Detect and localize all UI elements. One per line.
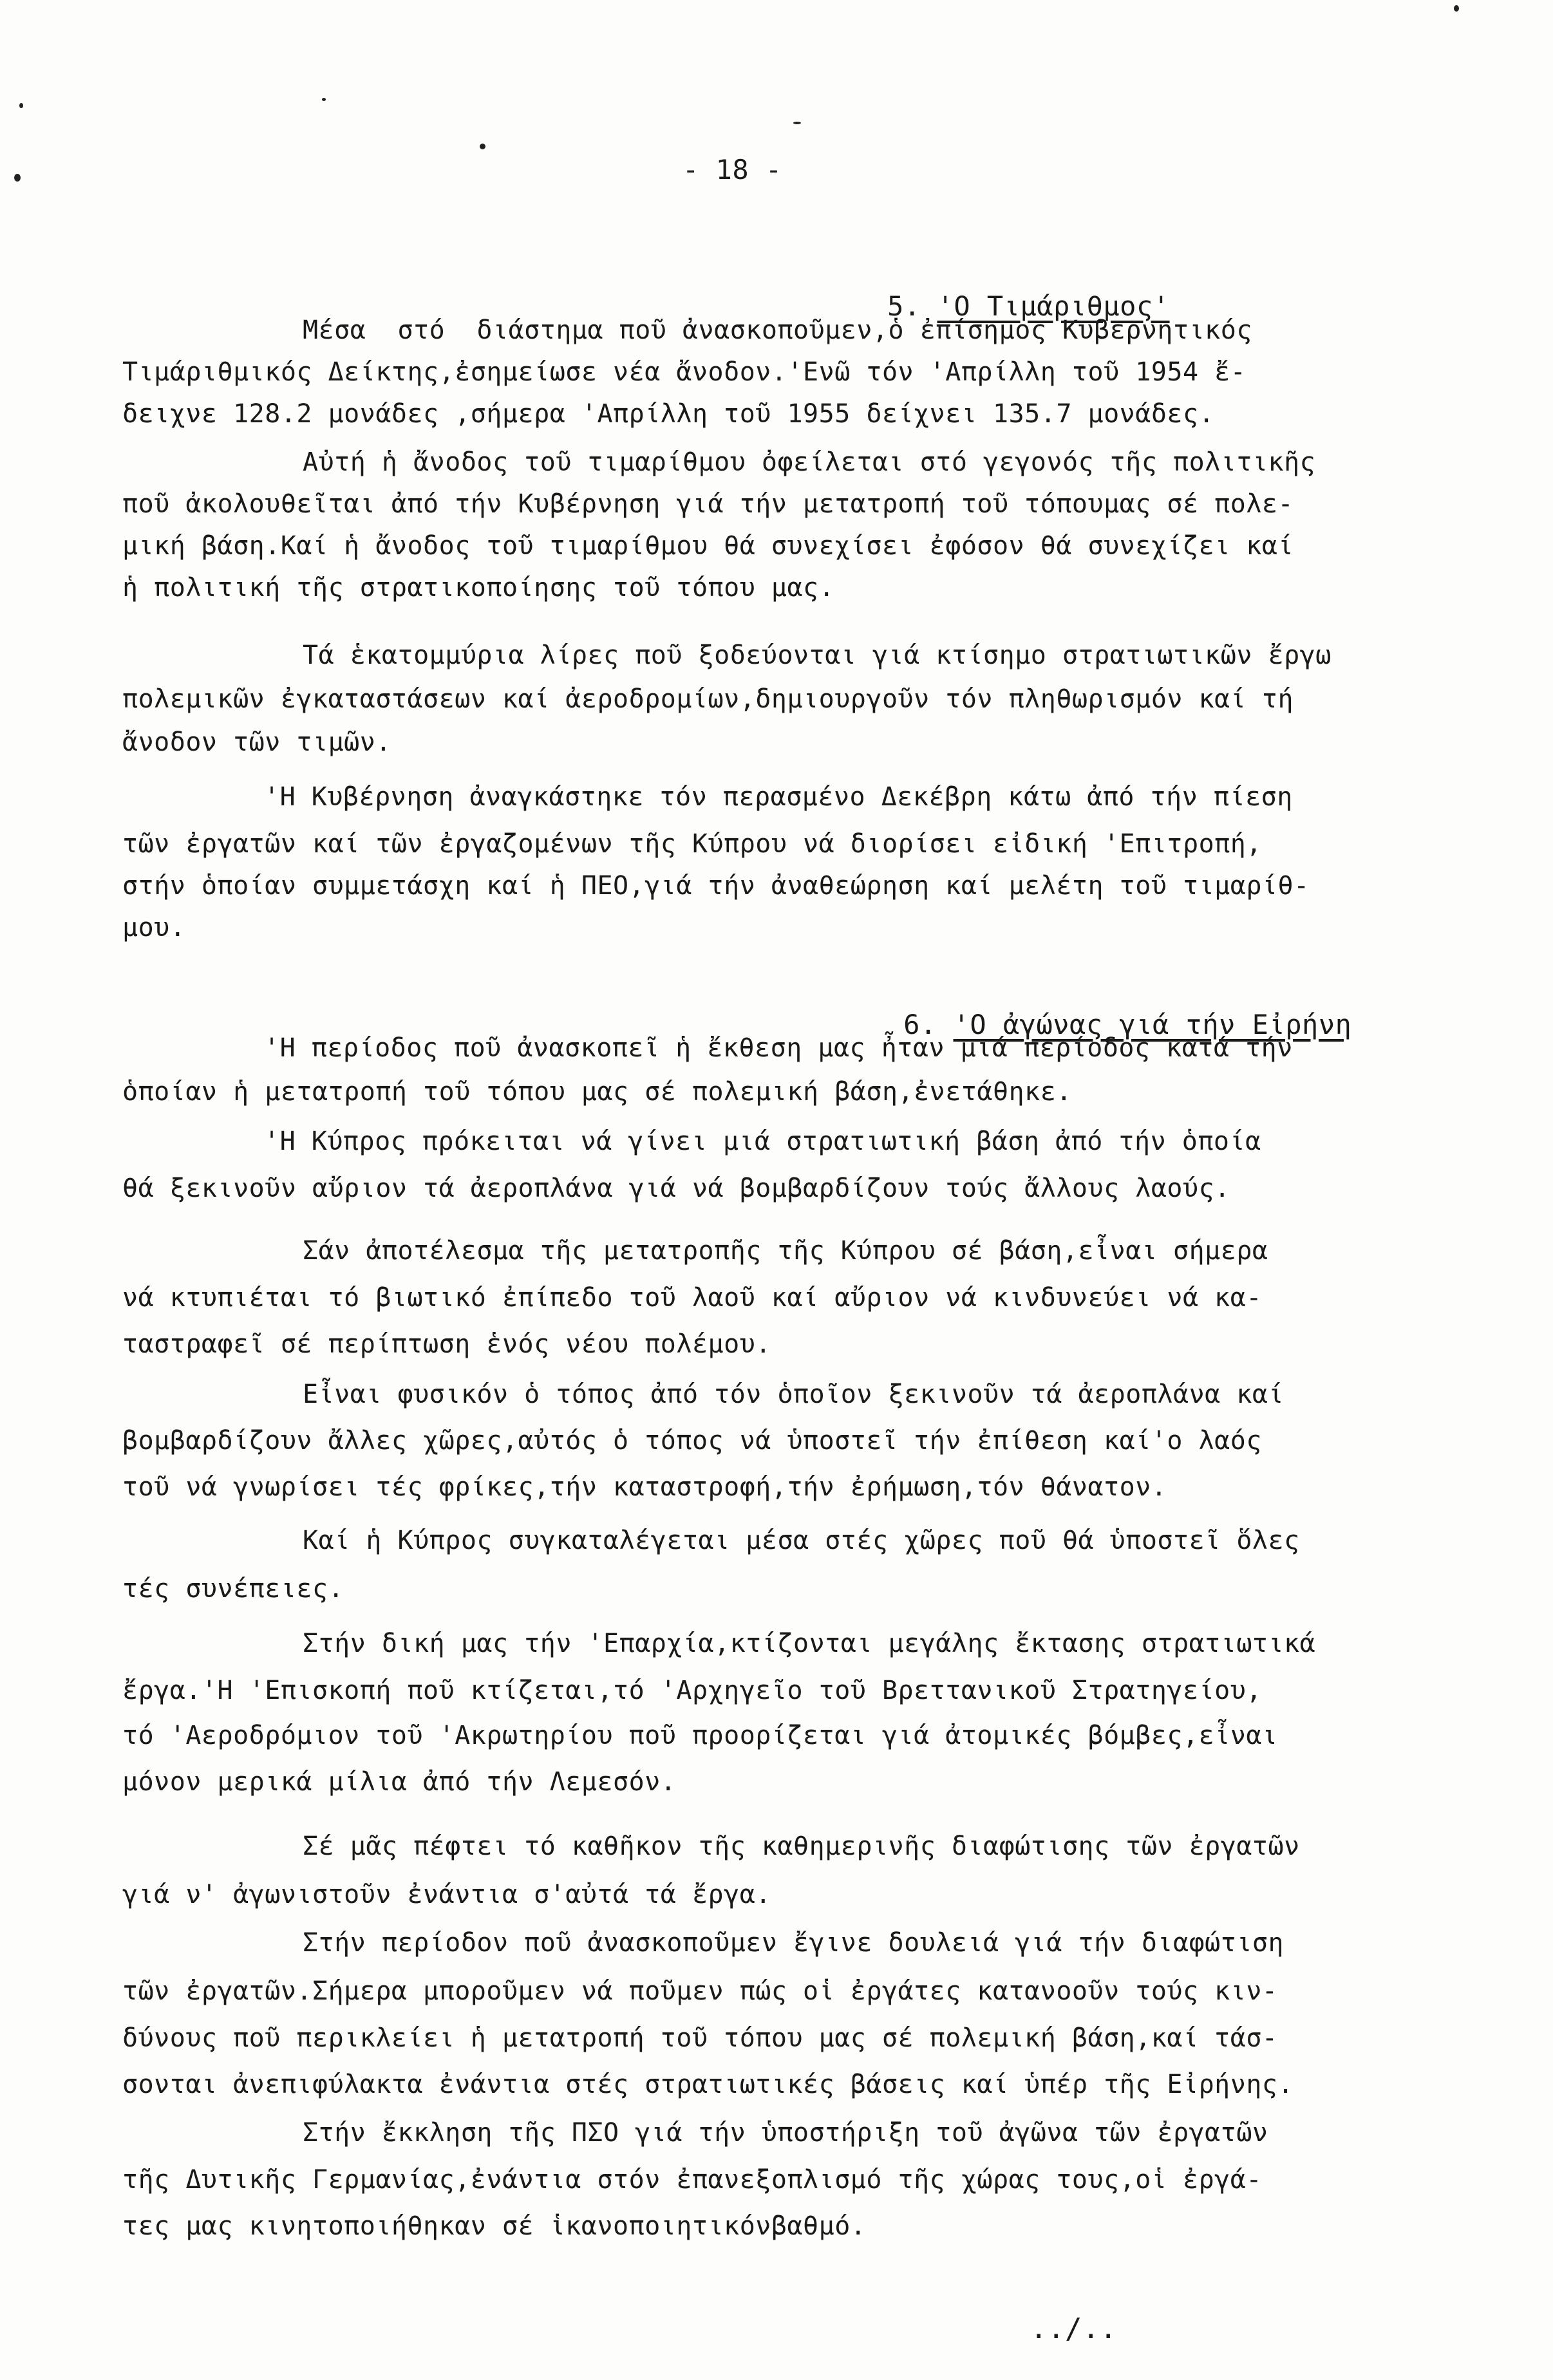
paragraph-line: δειχνε 128.2 μονάδες ,σήμερα 'Απρίλλη τοῦ 1955 δείχνει 135.7 μονάδες. — [122, 399, 1215, 429]
paragraph-line: νά κτυπιέται τό βιωτικό ἐπίπεδο τοῦ λαοῦ καί αὔριον νά κινδυνεύει νά κα- — [122, 1283, 1262, 1313]
scan-speck — [1454, 5, 1459, 12]
section-title: 'Ο Τιμάριθμος' — [937, 290, 1170, 322]
paragraph-line: Σάν ἀποτέλεσμα τῆς μετατροπῆς τῆς Κύπρου σέ βάση,εἶναι σήμερα — [303, 1236, 1268, 1266]
paragraph-line: Μέσα στό διάστημα ποῦ ἀνασκοποῦμεν,ὁ ἐπίσημος Κυβερνητικός — [303, 315, 1252, 345]
section-title: 'Ο ἀγώνας γιά τήν Εἰρήνη — [953, 1009, 1352, 1040]
scan-speck — [793, 122, 801, 124]
paragraph-line: σονται ἀνεπιφύλακτα ἐνάντια στές στρατιωτικές βάσεις καί ὑπέρ τῆς Εἰρήνης. — [122, 2070, 1294, 2099]
paragraph-line: Σέ μᾶς πέφτει τό καθῆκον τῆς καθημερινῆς διαφώτισης τῶν ἐργατῶν — [303, 1832, 1300, 1861]
paragraph-line: Τά ἑκατομμύρια λίρες ποῦ ξοδεύονται γιά κτίσημο στρατιωτικῶν ἔργω — [303, 641, 1332, 670]
scan-speck — [480, 144, 485, 149]
paragraph-line: 'Η περίοδος ποῦ ἀνασκοπεῖ ἡ ἔκθεση μας ἦταν μιά περίοδος κατά τήν — [264, 1033, 1293, 1063]
paragraph-line: Στήν ἔκκληση τῆς ΠΣΟ γιά τήν ὑποστήριξη τοῦ ἀγῶνα τῶν ἐργατῶν — [303, 2118, 1268, 2148]
paragraph-line: μου. — [122, 913, 186, 942]
section-number: 6. — [903, 1009, 937, 1040]
paragraph-line: τῆς Δυτικῆς Γερμανίας,ἐνάντια στόν ἐπανεξοπλισμό τῆς χώρας τους,οἱ ἐργά- — [122, 2165, 1262, 2195]
paragraph-line: Τιμάριθμικός Δείκτης,ἐσημείωσε νέα ἄνοδον.'Ενῶ τόν 'Απρίλλη τοῦ 1954 ἔ- — [122, 357, 1247, 387]
scan-speck — [14, 174, 21, 182]
paragraph-line: τῶν ἐργατῶν.Σήμερα μποροῦμεν νά ποῦμεν πώς οἱ ἐργάτες κατανοοῦν τούς κιν- — [122, 1976, 1278, 2006]
paragraph-line: θά ξεκινοῦν αὔριον τά ἀεροπλάνα γιά νά βομβαρδίζουν τούς ἄλλους λαούς. — [122, 1174, 1230, 1203]
paragraph-line: ἔργα.'Η 'Επισκοπή ποῦ κτίζεται,τό 'Αρχηγεῖο τοῦ Βρεττανικοῦ Στρατηγείου, — [122, 1676, 1262, 1705]
paragraph-line: γιά ν' ἀγωνιστοῦν ἐνάντια σ'αὐτά τά ἔργα. — [122, 1880, 771, 1909]
paragraph-line: Στήν περίοδον ποῦ ἀνασκοποῦμεν ἔγινε δουλειά γιά τήν διαφώτιση — [303, 1928, 1285, 1958]
continuation-mark: ../.. — [1030, 2312, 1117, 2345]
paragraph-line: πολεμικῶν ἐγκαταστάσεων καί ἀεροδρομίων,δημιουργοῦν τόν πληθωρισμόν καί τή — [122, 684, 1294, 714]
scan-speck — [19, 103, 23, 108]
paragraph-line: στήν ὁποίαν συμμετάσχη καί ἡ ΠΕΟ,γιά τήν ἀναθεώρηση καί μελέτη τοῦ τιμαρίθ- — [122, 871, 1310, 901]
scan-speck — [322, 98, 326, 101]
paragraph-line: ταστραφεῖ σέ περίπτωση ἑνός νέου πολέμου. — [122, 1329, 771, 1359]
paragraph-line: τες μας κινητοποιήθηκαν σέ ἱκανοποιητικόνβαθμό. — [122, 2211, 867, 2241]
paragraph-line: τό 'Αεροδρόμιον τοῦ 'Ακρωτηρίου ποῦ προορίζεται γιά ἀτομικές βόμβες,εἶναι — [122, 1721, 1278, 1750]
section-number: 5. — [887, 290, 921, 322]
paragraph-line: 'Η Κύπρος πρόκειται νά γίνει μιά στρατιωτική βάση ἀπό τήν ὁποία — [264, 1127, 1261, 1156]
paragraph-line: 'Η Κυβέρνηση ἀναγκάστηκε τόν περασμένο Δεκέβρη κάτω ἀπό τήν πίεση — [264, 782, 1293, 812]
paragraph-line: μόνον μερικά μίλια ἀπό τήν Λεμεσόν. — [122, 1767, 677, 1797]
paragraph-line: Καί ἡ Κύπρος συγκαταλέγεται μέσα στές χῶρες ποῦ θά ὑποστεῖ ὅλες — [303, 1526, 1300, 1555]
paragraph-line: ἡ πολιτική τῆς στρατικοποίησης τοῦ τόπου μας. — [122, 573, 835, 603]
page-number: - 18 - — [682, 154, 782, 185]
paragraph-line: ἄνοδον τῶν τιμῶν. — [122, 727, 391, 757]
paragraph-line: τῶν ἐργατῶν καί τῶν ἐργαζομένων τῆς Κύπρου νά διορίσει εἰδική 'Επιτροπή, — [122, 829, 1262, 859]
paragraph-line: μική βάση.Καί ἡ ἄνοδος τοῦ τιμαρίθμου θά συνεχίσει ἐφόσον θά συνεχίζει καί — [122, 531, 1294, 561]
paragraph-line: Στήν δική μας τήν 'Επαρχία,κτίζονται μεγάλης ἔκτασης στρατιωτικά — [303, 1629, 1316, 1658]
paragraph-line: ὁποίαν ἡ μετατροπή τοῦ τόπου μας σέ πολεμική βάση,ἐνετάθηκε. — [122, 1077, 1072, 1107]
paragraph-line: Αὐτή ἡ ἄνοδος τοῦ τιμαρίθμου ὀφείλεται στό γεγονός τῆς πολιτικῆς — [303, 447, 1316, 477]
paragraph-line: δύνους ποῦ περικλείει ἡ μετατροπή τοῦ τόπου μας σέ πολεμική βάση,καί τάσ- — [122, 2023, 1278, 2053]
paragraph-line: Εἶναι φυσικόν ὁ τόπος ἀπό τόν ὁποῖον ξεκινοῦν τά ἀεροπλάνα καί — [303, 1380, 1285, 1409]
paragraph-line: τές συνέπειες. — [122, 1574, 344, 1604]
paragraph-line: τοῦ νά γνωρίσει τές φρίκες,τήν καταστροφή,τήν ἐρήμωση,τόν θάνατον. — [122, 1472, 1167, 1502]
paragraph-line: βομβαρδίζουν ἄλλες χῶρες,αὐτός ὁ τόπος νά ὑποστεῖ τήν ἐπίθεση καί'ο λαός — [122, 1426, 1262, 1456]
paragraph-line: ποῦ ἀκολουθεῖται ἀπό τήν Κυβέρνηση γιά τήν μετατροπή τοῦ τόπουμας σέ πολε- — [122, 489, 1294, 519]
